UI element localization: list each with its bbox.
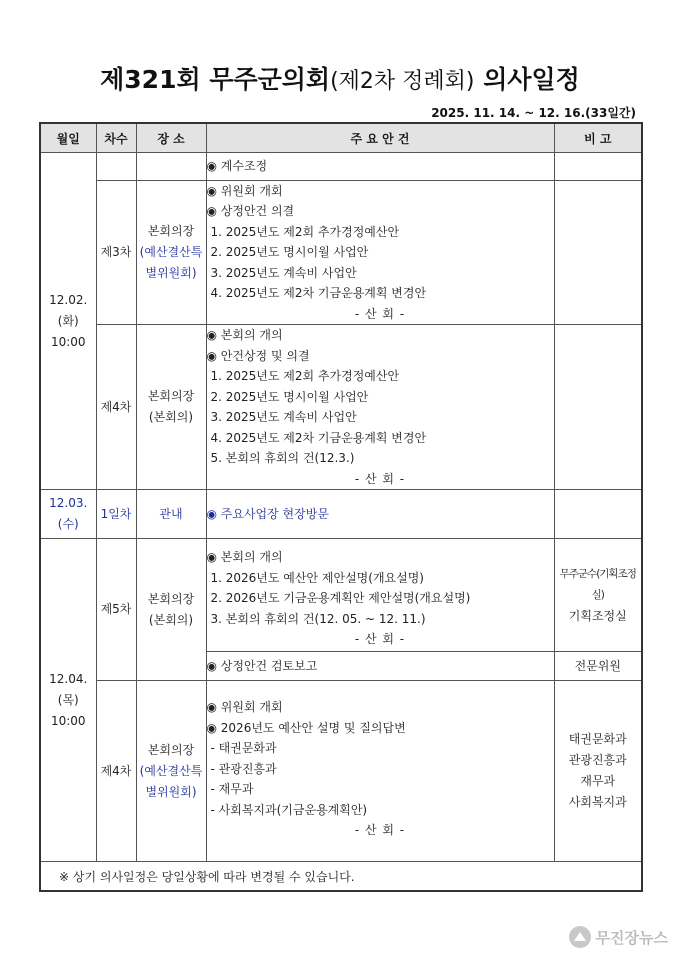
header-date: 월일 (40, 123, 96, 153)
agenda-item: 2. 2025년도 명시이월 사업안 (210, 389, 369, 404)
place-cell (136, 153, 206, 181)
watermark-text: 무진장뉴스 (595, 928, 668, 947)
adjourn-text: - 산 회 - (354, 823, 406, 837)
table-row (40, 681, 642, 862)
place-cell: 관내 (136, 490, 206, 539)
table-row (40, 180, 642, 325)
date-cell-1203 (40, 490, 96, 539)
time-text: 10:00 (50, 713, 86, 728)
order-cell: 제5차 (96, 539, 136, 681)
agenda-item: - 관광진흥과 (210, 761, 277, 776)
agenda-item: - 사회복지과(기금운용계획안) (210, 802, 368, 817)
place-name: 본회의장 (147, 591, 195, 606)
adjourn-text: - 산 회 - (354, 306, 406, 321)
table-row (40, 325, 642, 490)
place-cell (136, 325, 206, 490)
header-place: 장 소 (136, 123, 206, 153)
agenda-item: - 태권문화과 (210, 741, 277, 755)
note-text: 재무과 (580, 774, 616, 788)
agenda-item: 1. 2026년도 예산안 제안설명(개요설명) (210, 570, 424, 585)
order-cell: 제4차 (96, 325, 136, 490)
adjourn-text: - 산 회 - (354, 632, 406, 646)
date-text: 12.02. (49, 292, 88, 307)
weekday-text: (수) (57, 517, 79, 531)
agenda-item: 4. 2025년도 제2차 기금운용계획 변경안 (210, 430, 427, 445)
note-text: 태권문화과 (568, 732, 627, 746)
title-sub: (제2차 정례회) (330, 69, 475, 94)
note-cell (554, 490, 642, 539)
adjourn-text: - 산 회 - (354, 471, 406, 486)
place-cell (136, 539, 206, 681)
footer-row (40, 862, 642, 892)
weekday-text: (화) (57, 313, 79, 328)
note-cell (554, 681, 642, 862)
place-cell (136, 180, 206, 325)
place-name: 본회의장 (147, 389, 195, 403)
watermark (569, 926, 668, 948)
agenda-item: ◉ 안건상정 및 의결 (206, 348, 310, 363)
date-cell-1202 (40, 153, 96, 490)
place-name: 본회의장 (147, 742, 195, 757)
place-committee: (예산결산특 (139, 763, 203, 778)
order-cell: 제4차 (96, 681, 136, 862)
mountain-logo-icon (569, 926, 591, 948)
time-text: 10:00 (50, 334, 86, 349)
note-text: 무주군수(기획조정실) (559, 567, 636, 601)
header-agenda: 주 요 안 건 (206, 123, 554, 153)
place-session: (본회의) (148, 612, 194, 627)
agenda-item: 3. 본회의 휴회의 건(12. 05. ~ 12. 11.) (210, 611, 426, 626)
agenda-item: 1. 2025년도 제2회 추가경정예산안 (210, 224, 400, 239)
place-committee: 별위원회) (145, 784, 197, 799)
agenda-item: ◉ 본회의 개의 (206, 550, 283, 564)
agenda-item: ◉ 본회의 개의 (206, 328, 283, 342)
agenda-item: 2. 2026년도 기금운용계획안 제안설명(개요설명) (210, 591, 471, 605)
page-title (0, 60, 680, 96)
note-text: 관광진흥과 (568, 753, 627, 767)
footer-note: ※ 상기 의사일정은 당일상황에 따라 변경될 수 있습니다. (40, 862, 642, 892)
note-cell (554, 153, 642, 181)
agenda-cell (206, 153, 554, 181)
place-committee: (예산결산특 (139, 244, 203, 259)
date-text: 12.03. (49, 496, 88, 510)
agenda-cell (206, 180, 554, 325)
place-committee: 별위원회) (145, 265, 197, 280)
note-cell (554, 180, 642, 325)
date-text: 12.04. (49, 671, 88, 686)
schedule-table (39, 122, 643, 892)
agenda-item: - 재무과 (210, 782, 254, 796)
agenda-item: 4. 2025년도 제2차 기금운용계획 변경안 (210, 286, 427, 300)
note-text: 기획조정실 (568, 608, 627, 623)
session-period: 2025. 11. 14. ~ 12. 16.(33일간) (431, 106, 636, 120)
agenda-cell (206, 652, 554, 681)
date-cell-1204 (40, 539, 96, 862)
title-main: 제321회 무주군의회 (100, 65, 331, 94)
order-cell (96, 153, 136, 181)
table-row (40, 490, 642, 539)
agenda-item: ◉ 상정안건 검토보고 (206, 658, 318, 673)
agenda-cell (206, 490, 554, 539)
table-row (40, 539, 642, 652)
agenda-item: ◉ 위원회 개회 (206, 183, 283, 198)
order-cell: 제3차 (96, 180, 136, 325)
agenda-item: 1. 2025년도 제2회 추가경정예산안 (210, 369, 400, 383)
agenda-item: ◉ 상정안건 의결 (206, 204, 295, 218)
title-tail: 의사일정 (483, 65, 580, 94)
place-name: 본회의장 (147, 223, 195, 238)
agenda-item: ◉ 주요사업장 현장방문 (206, 506, 329, 521)
note-cell (554, 539, 642, 652)
order-cell: 1일차 (96, 490, 136, 539)
weekday-text: (목) (57, 692, 79, 707)
agenda-item: 5. 본회의 휴회의 건(12.3.) (210, 451, 355, 465)
table-row (40, 153, 642, 181)
note-cell (554, 325, 642, 490)
agenda-item: 3. 2025년도 계속비 사업안 (210, 410, 357, 424)
agenda-item: ◉ 계수조정 (206, 159, 268, 173)
note-cell: 전문위원 (554, 652, 642, 681)
place-session: (본회의) (148, 410, 194, 424)
header-row (40, 123, 642, 153)
agenda-item: ◉ 위원회 개회 (206, 700, 283, 714)
agenda-item: 2. 2025년도 명시이월 사업안 (210, 245, 369, 259)
agenda-cell (206, 681, 554, 862)
header-note: 비 고 (554, 123, 642, 153)
place-cell (136, 681, 206, 862)
agenda-cell (206, 539, 554, 652)
agenda-item: ◉ 2026년도 예산안 설명 및 질의답변 (206, 720, 406, 735)
agenda-item: 3. 2025년도 계속비 사업안 (210, 265, 357, 280)
agenda-cell (206, 325, 554, 490)
header-order: 차수 (96, 123, 136, 153)
note-text: 사회복지과 (568, 795, 627, 809)
